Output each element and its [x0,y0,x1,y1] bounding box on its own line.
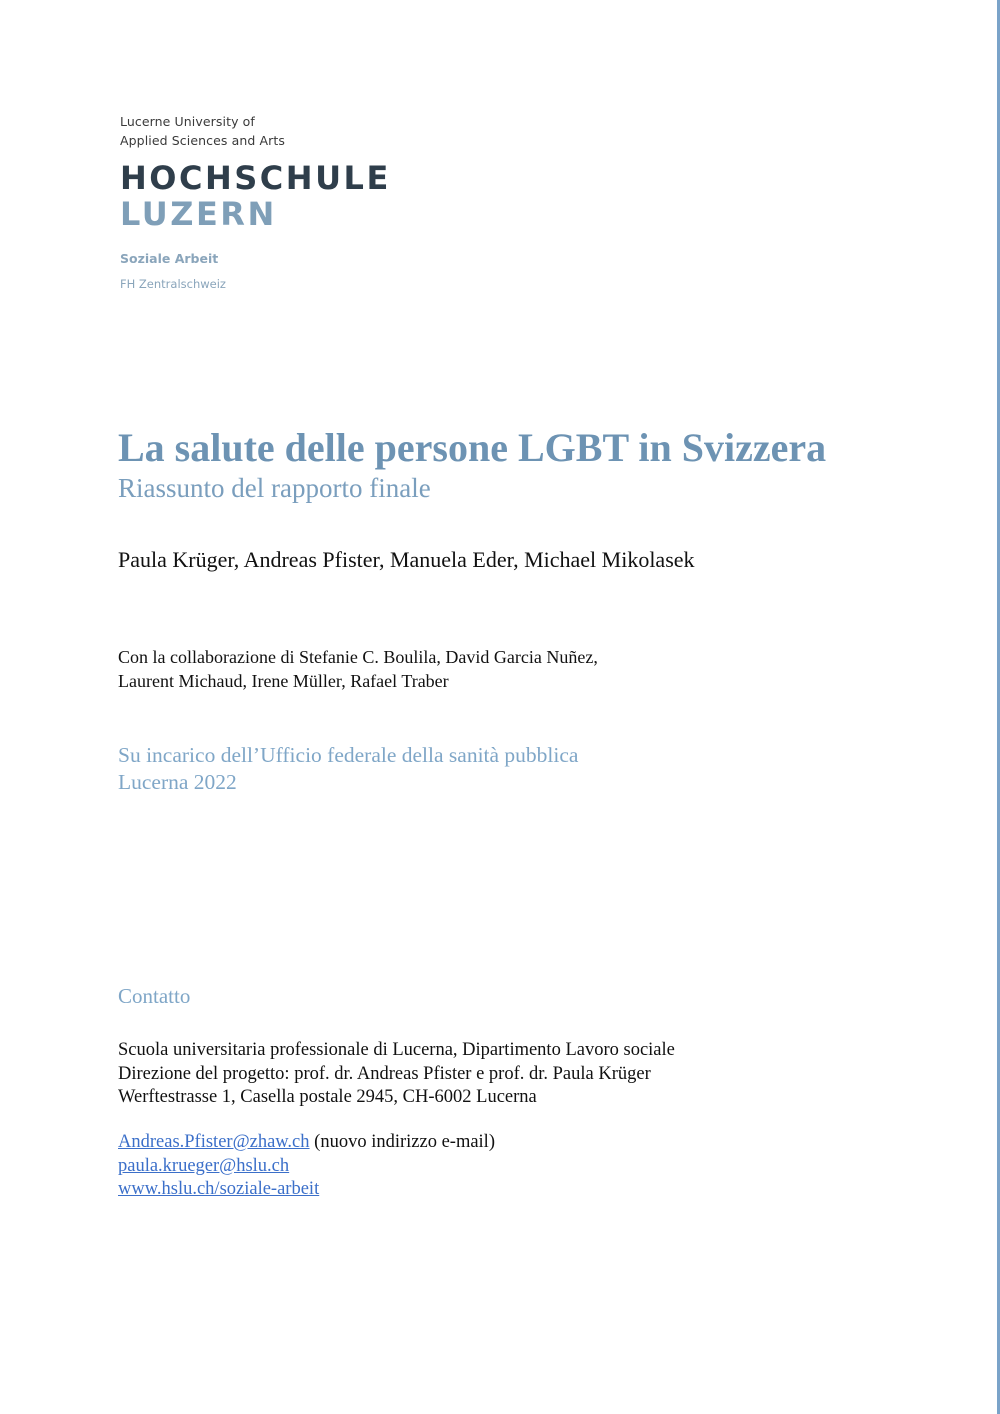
logo-tagline-1: Lucerne University of [120,114,255,129]
contact-line: Direzione del progetto: prof. dr. Andreas Pfister e prof. dr. Paula Krüger [118,1063,651,1084]
contact-line: Werftestrasse 1, Casella postale 2945, CH-6002 Lucerna [118,1087,537,1107]
email-link-pfister[interactable]: Andreas.Pfister@zhaw.ch [118,1132,310,1152]
collaborators [118,645,598,693]
contact-heading: Contatto [118,984,191,1008]
authors: Paula Krüger, Andreas Pfister, Manuela Eder, Michael Mikolasek [118,547,695,572]
document-title: La salute delle persone LGBT in Svizzera [118,425,827,470]
commissioned-by: Su incarico dell’Ufficio federale della sanità pubblica [118,743,579,767]
logo-tagline-2: Applied Sciences and Arts [120,133,285,148]
university-logo [120,112,391,292]
logo-name-bottom: LUZERN [120,195,277,233]
email1-row [118,1131,495,1155]
email2-row [118,1155,495,1179]
contact-address [118,1039,675,1110]
website-row [118,1178,495,1202]
logo-region: FH Zentralschweiz [120,277,226,291]
email-link-krueger[interactable]: paula.krueger@hslu.ch [118,1155,290,1176]
logo-department: Soziale Arbeit [120,251,219,266]
collaborators-line: Laurent Michaud, Irene Müller, Rafael Traber [118,671,449,691]
document-subtitle: Riassunto del rapporto finale [118,473,431,503]
commission-info [118,742,578,796]
email-note: (nuovo indirizzo e-mail) [309,1132,495,1152]
contact-links [118,1131,495,1202]
logo-name-top: HOCHSCHULE [120,159,391,197]
website-link[interactable]: www.hslu.ch/soziale-arbeit [118,1179,320,1199]
contact-line: Scuola universitaria professionale di Lucerna, Dipartimento Lavoro sociale [118,1040,675,1060]
collaborators-line: Con la collaborazione di Stefanie C. Boulila, David Garcia Nuñez, [118,647,598,667]
place-year: Lucerna 2022 [118,770,237,794]
